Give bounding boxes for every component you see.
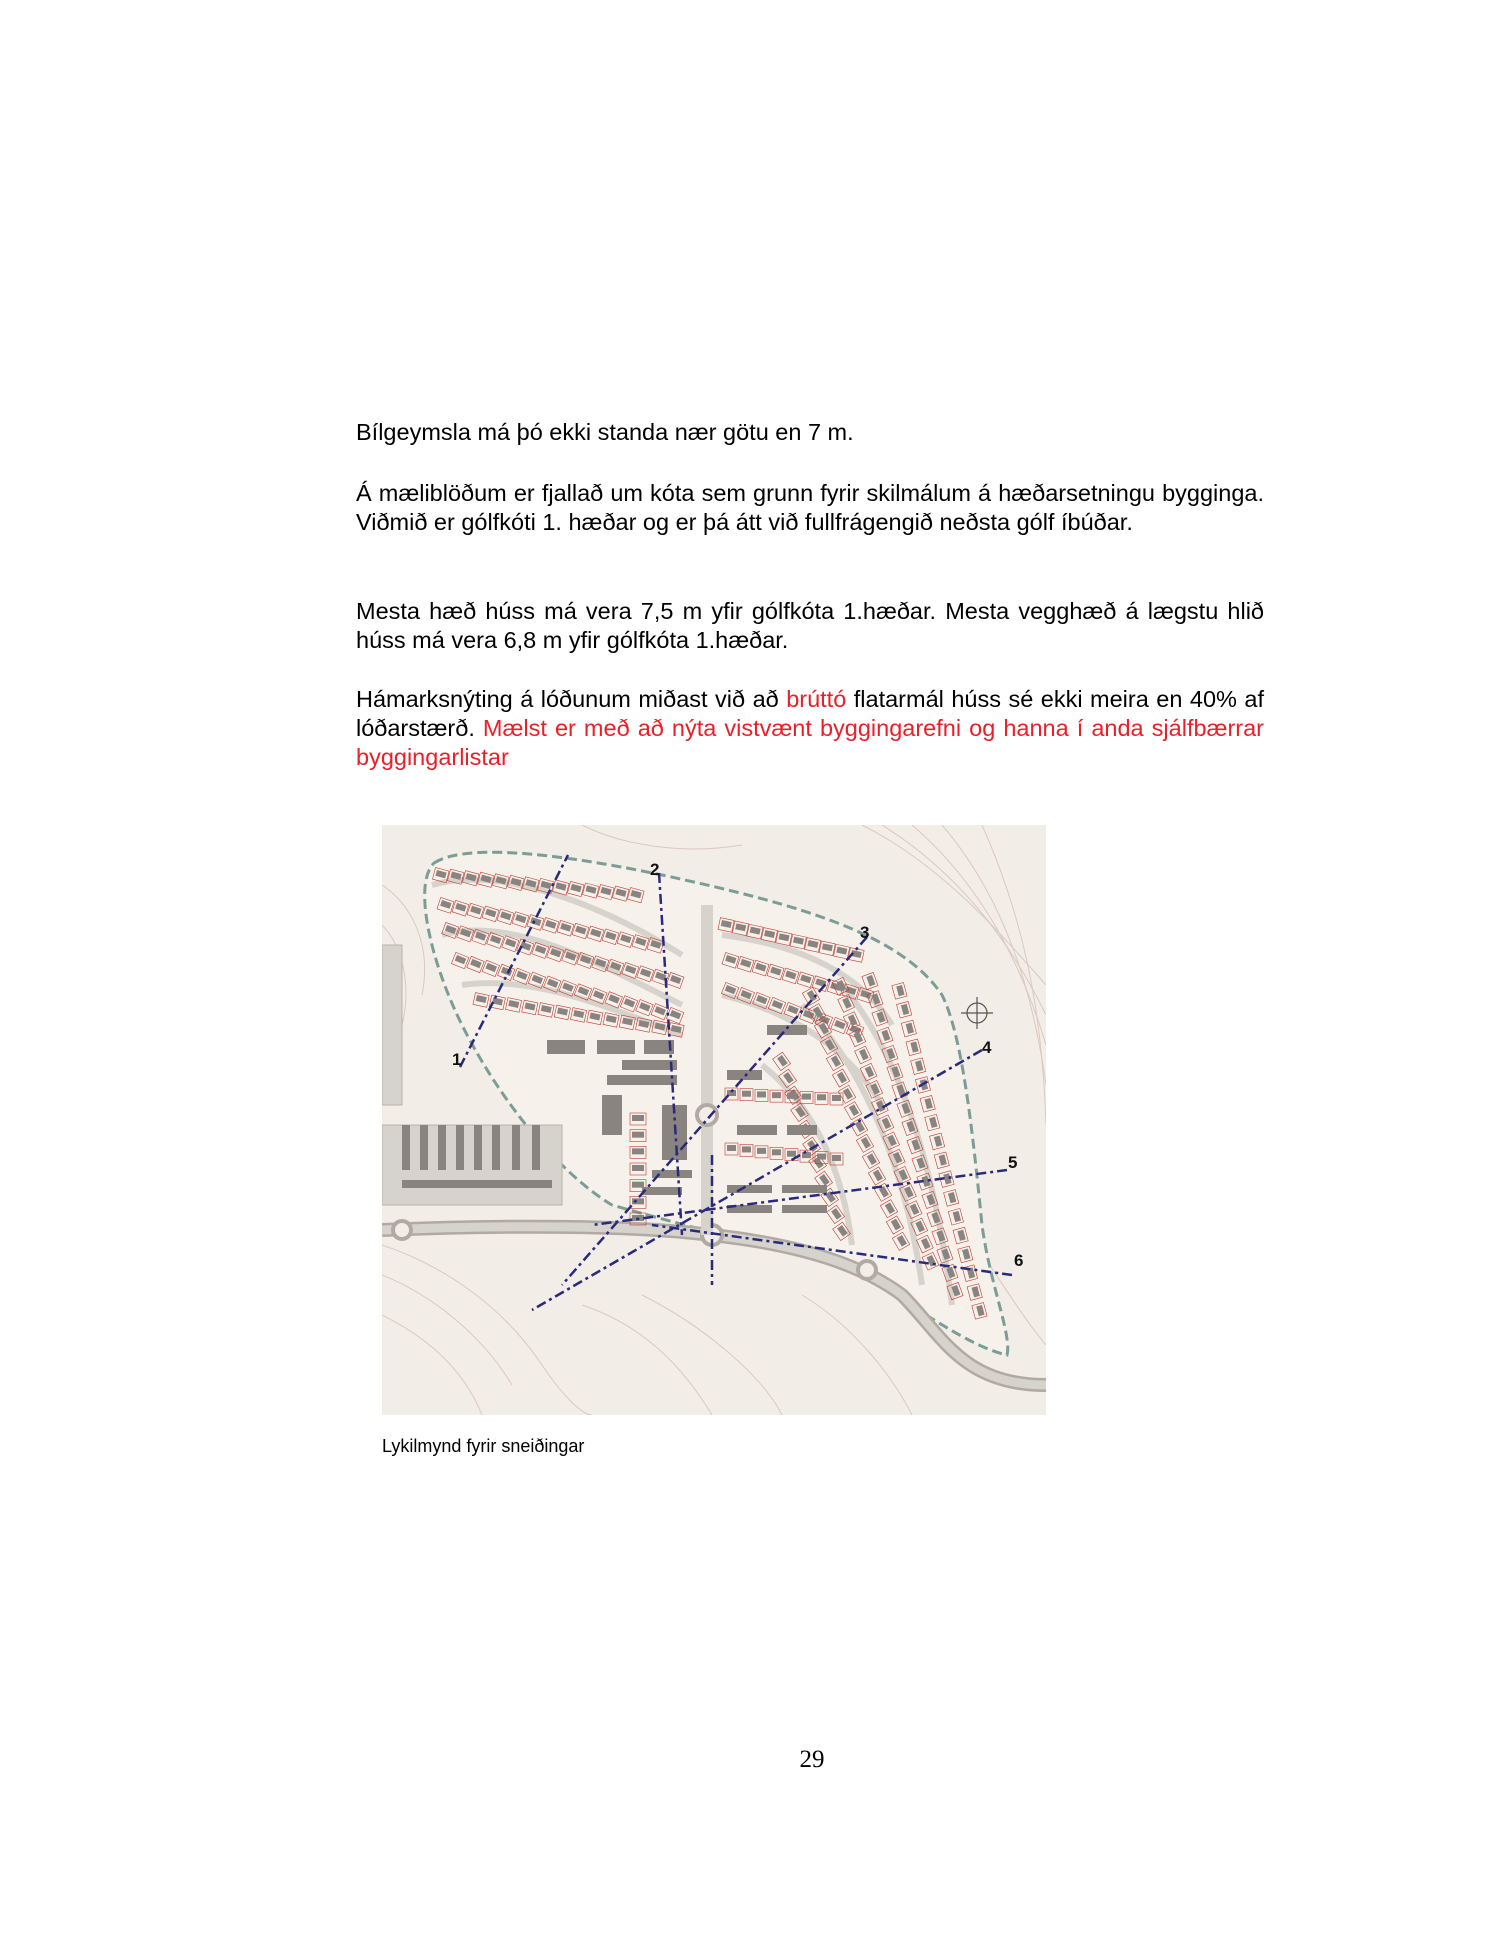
sustainability-highlight: Mælst er með að nýta vistvænt byggingarefni og hanna í anda sjálfbærrar byggingarlistar <box>356 715 1264 770</box>
house <box>817 1094 826 1100</box>
paragraph-floor-levels: Á mæliblöðum er fjallað um kóta sem grunn fyrir skilmálum á hæðarsetningu bygginga. Viðmið er gólfkóti 1. hæðar og er þá átt við fullfrágengið neðsta gólf íbúðar. <box>356 480 1264 535</box>
gross-highlight: brúttó <box>786 686 847 712</box>
house <box>802 1152 811 1158</box>
house <box>802 1094 811 1100</box>
utilization-text-1: Hámarksnýting á lóðunum miðast við að <box>356 686 787 712</box>
house <box>772 1092 781 1098</box>
figure-caption: Lykilmynd fyrir sneiðingar <box>382 1436 585 1456</box>
house <box>817 1154 826 1160</box>
house <box>632 1182 644 1188</box>
house <box>787 1093 796 1099</box>
house <box>632 1148 644 1154</box>
roundabout-east <box>858 1261 876 1279</box>
house <box>727 1145 736 1151</box>
paragraph-parking: Bílgeymsla má þó ekki standa nær götu en 7 m. <box>356 419 854 445</box>
roundabout-west <box>393 1221 411 1239</box>
house <box>787 1151 796 1157</box>
section-label: 2 <box>650 860 660 879</box>
site-plan-figure <box>382 825 1046 1415</box>
section-label: 3 <box>860 923 870 942</box>
house <box>632 1115 644 1121</box>
paragraph-plot-utilization <box>356 685 1264 772</box>
house <box>757 1091 766 1097</box>
house <box>832 1155 841 1161</box>
section-label: 6 <box>1014 1251 1024 1270</box>
house <box>772 1149 781 1155</box>
house <box>742 1091 751 1097</box>
house <box>832 1095 841 1101</box>
site-plan-map <box>382 825 1046 1415</box>
house <box>742 1146 751 1152</box>
north-arrow-icon <box>961 997 993 1029</box>
utilization-text-2: flatarmál húss sé ekki meira en 40% af lóðarstærð. <box>356 686 1264 741</box>
section-label: 5 <box>1008 1153 1018 1172</box>
section-label: 4 <box>982 1038 992 1057</box>
section-label: 1 <box>452 1050 462 1069</box>
house <box>757 1148 766 1154</box>
house <box>632 1132 644 1138</box>
roundabout-inner <box>697 1105 717 1125</box>
page-number: 29 <box>799 1746 825 1773</box>
house <box>632 1165 644 1171</box>
paragraph-building-height: Mesta hæð húss má vera 7,5 m yfir gólfkóta 1.hæðar. Mesta vegghæð á lægstu hlið húss má vera 6,8 m yfir gólfkóta 1.hæðar. <box>356 598 1264 653</box>
